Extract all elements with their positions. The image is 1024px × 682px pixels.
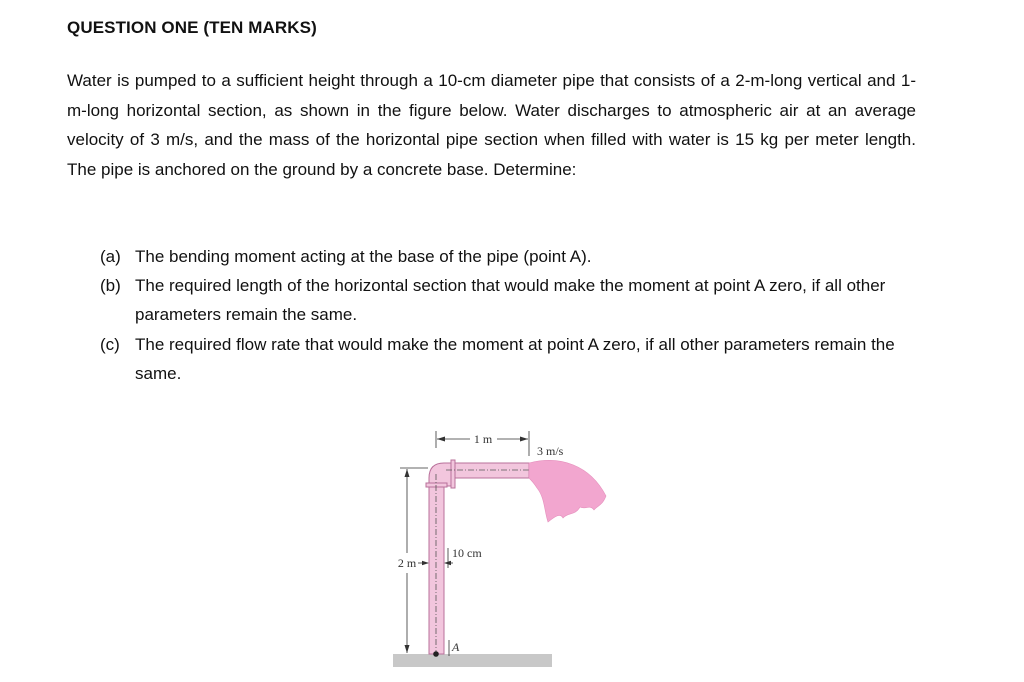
point-a-label: A: [452, 640, 460, 654]
part-label: (a): [100, 247, 121, 266]
height-label: 2 m: [397, 556, 417, 570]
velocity-label: 3 m/s: [537, 444, 564, 458]
horizontal-pipe: [455, 463, 529, 478]
part-text: The required length of the horizontal section that would make the moment at point A zero, if all other parameters remain the same.: [135, 276, 886, 325]
arrow-left-icon: [444, 561, 451, 565]
arrow-down-icon: [405, 645, 410, 653]
part-label: (c): [100, 334, 120, 354]
part-text: The bending moment acting at the base of the pipe (point A).: [135, 247, 592, 266]
part-text: The required flow rate that would make the moment at point A zero, if all other parameters remain the same.: [135, 334, 895, 383]
arrow-left-icon: [437, 437, 445, 442]
water-jet: [529, 460, 606, 522]
question-heading: QUESTION ONE (TEN MARKS): [67, 18, 317, 37]
arrow-right-icon: [520, 437, 528, 442]
part-label: (b): [100, 276, 121, 296]
lower-flange: [426, 483, 447, 487]
arrow-right-icon: [422, 561, 429, 565]
arrow-up-icon: [405, 469, 410, 477]
ground-base: [393, 654, 552, 667]
point-a-marker: [433, 651, 439, 657]
horizontal-length-label: 1 m: [473, 432, 493, 446]
vertical-pipe: [429, 486, 444, 654]
diameter-label: 10 cm: [452, 546, 482, 560]
upper-flange: [451, 460, 455, 488]
problem-statement: Water is pumped to a sufficient height through a 10-cm diameter pipe that consists of a 2-m-long vertical and 1-m-long horizontal section, as shown in the figure below. Water discharges to atmospheric air at an average velocity of 3 m/s, and the mass of the horizontal pipe section when filled with water is 15 kg per meter length. The pipe is anchored on the ground by a concrete base. Determine:: [67, 71, 916, 179]
